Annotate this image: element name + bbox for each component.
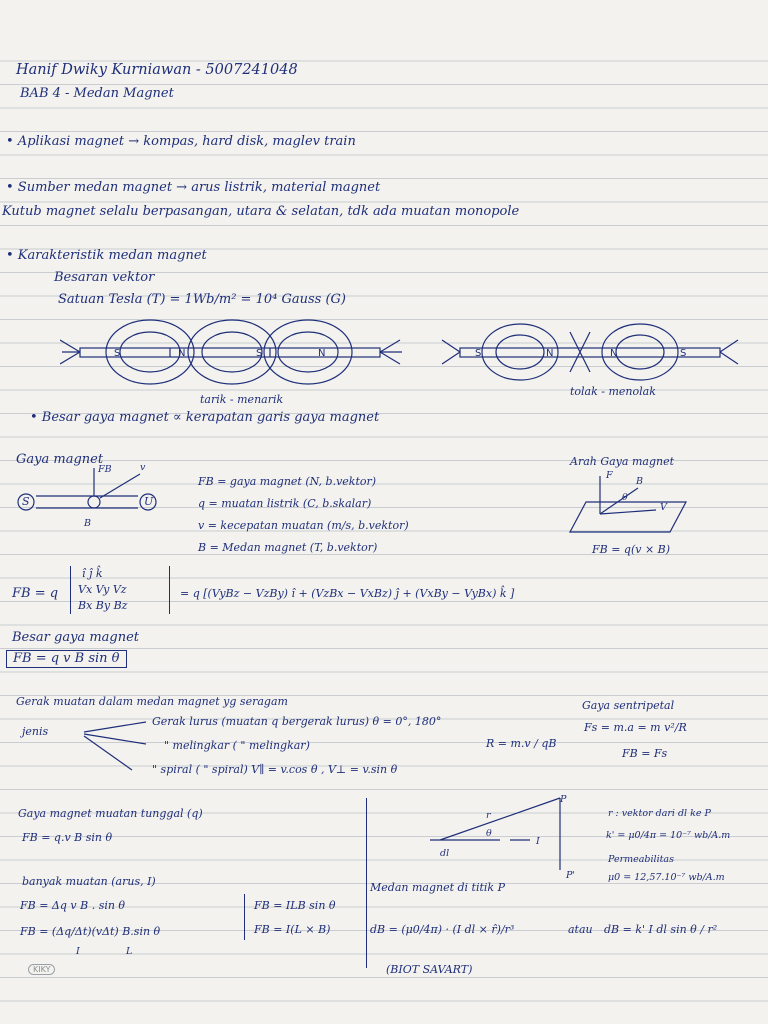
motion-circular: " melingkar ( " melingkar) bbox=[164, 739, 310, 752]
svg-text:S: S bbox=[680, 348, 687, 359]
current-label: I bbox=[536, 836, 540, 847]
vector-quantity-note: Besaran vektor bbox=[54, 270, 155, 285]
formula-divider bbox=[244, 894, 245, 940]
def-velocity: v = kecepatan muatan (m/s, b.vektor) bbox=[198, 519, 409, 532]
force-vector-label: FB bbox=[98, 464, 112, 475]
dl-label: dl bbox=[440, 848, 450, 859]
density-note: • Besar gaya magnet ∝ kerapatan garis gaya magnet bbox=[30, 410, 380, 425]
biot-savart-formula: dB = (μ0/4π) · (I dl × r̂)/r³ bbox=[370, 923, 515, 936]
r-definition: r : vektor dari dl ke P bbox=[608, 808, 711, 819]
force-equals-centripetal: FB = Fs bbox=[622, 747, 668, 760]
svg-text:N: N bbox=[318, 348, 326, 359]
motion-straight: Gerak lurus (muatan q bergerak lurus) θ = 0°, 180° bbox=[152, 715, 442, 728]
source-line: • Sumber medan magnet → arus listrik, material magnet bbox=[6, 180, 381, 195]
north-pole-label: U bbox=[144, 495, 154, 508]
permeability-value: μ0 = 12,57.10⁻⁷ wb/A.m bbox=[608, 872, 725, 883]
point-p-prime-label: P' bbox=[566, 870, 576, 881]
direction-b: B bbox=[636, 476, 643, 487]
determinant-lhs: FB = q bbox=[12, 586, 59, 601]
field-lines-sketch bbox=[60, 310, 740, 390]
k-definition: k' = μ0/4π = 10⁻⁷ wb/A.m bbox=[606, 830, 731, 841]
permeability-title: Permeabilitas bbox=[608, 854, 674, 865]
motion-spiral: " spiral ( " spiral) V∥ = v.cos θ , V⊥ = v.sin θ bbox=[152, 763, 398, 776]
r-vector-label: r bbox=[486, 810, 491, 821]
motion-branch-arrows bbox=[80, 716, 160, 776]
centripetal-title: Gaya sentripetal bbox=[582, 699, 675, 712]
determinant-row2: Vx Vy Vz bbox=[78, 583, 127, 596]
biot-savart-label: (BIOT SAVART) bbox=[386, 963, 473, 976]
south-pole-label: S bbox=[22, 495, 30, 508]
velocity-vector-label: v bbox=[140, 462, 146, 473]
tesla-unit-note: Satuan Tesla (T) = 1Wb/m² = 10⁴ Gauss (G) bbox=[58, 292, 346, 307]
svg-text:S: S bbox=[475, 348, 482, 359]
field-at-p-title: Medan magnet di titik P bbox=[370, 881, 505, 894]
svg-text:N: N bbox=[546, 348, 554, 359]
motion-radius: R = m.v / qB bbox=[486, 737, 557, 750]
wire-force-vector-formula: FB = I(L × B) bbox=[254, 923, 331, 936]
force-title: Gaya magnet bbox=[16, 452, 104, 467]
or-label: atau bbox=[568, 923, 593, 936]
attract-label: tarik - menarik bbox=[200, 393, 284, 406]
poles-line: Kutub magnet selalu berpasangan, utara & selatan, tdk ada muatan monopole bbox=[2, 204, 520, 219]
repel-label: tolak - menolak bbox=[570, 385, 656, 398]
single-charge-title: Gaya magnet muatan tunggal (q) bbox=[18, 807, 203, 820]
single-charge-formula: FB = q.v B sin θ bbox=[22, 831, 113, 844]
theta-label: θ bbox=[486, 828, 492, 839]
centripetal-formula: Fs = m.a = m v²/R bbox=[584, 721, 687, 734]
length-brace-label: L bbox=[126, 946, 133, 957]
field-vector-label: B bbox=[84, 518, 91, 529]
many-charges-title: banyak muatan (arus, I) bbox=[22, 875, 156, 888]
svg-text:S: S bbox=[256, 348, 263, 359]
magnitude-title: Besar gaya magnet bbox=[12, 630, 140, 645]
determinant-expansion: = q [(VyBz − VzBy) î + (VzBx − VxBz) ĵ + (VxBy − VyBx) k̂ ] bbox=[180, 587, 515, 600]
def-charge: q = muatan listrik (C, b.skalar) bbox=[198, 497, 372, 510]
determinant-row1: î ĵ k̂ bbox=[82, 567, 103, 580]
current-brace-label: I bbox=[76, 946, 80, 957]
characteristics-title: • Karakteristik medan magnet bbox=[6, 248, 207, 263]
svg-text:N: N bbox=[178, 348, 186, 359]
section-divider bbox=[366, 798, 367, 968]
biot-savart-scalar-formula: dB = k' I dl sin θ / r² bbox=[604, 923, 718, 936]
notebook-brand-stamp: KIKY bbox=[28, 964, 55, 975]
author-line: Hanif Dwiky Kurniawan - 5007241048 bbox=[16, 62, 298, 78]
direction-v: V bbox=[660, 502, 667, 513]
def-field: B = Medan magnet (T, b.vektor) bbox=[198, 541, 378, 554]
application-line: • Aplikasi magnet → kompas, hard disk, maglev train bbox=[6, 134, 356, 149]
svg-text:N: N bbox=[610, 348, 618, 359]
def-force: FB = gaya magnet (N, b.vektor) bbox=[198, 475, 377, 488]
chapter-title: BAB 4 - Medan Magnet bbox=[20, 86, 174, 101]
direction-formula: FB = q(v × B) bbox=[592, 543, 671, 556]
svg-text:S: S bbox=[114, 348, 121, 359]
wire-force-formula: FB = ILB sin θ bbox=[254, 899, 336, 912]
many-charges-formula-2: FB = (Δq/Δt)(vΔt) B.sin θ bbox=[20, 925, 161, 938]
direction-title: Arah Gaya magnet bbox=[570, 455, 675, 468]
direction-theta: θ bbox=[622, 492, 628, 503]
direction-f: F bbox=[606, 470, 613, 481]
many-charges-formula-1: FB = Δq v B . sin θ bbox=[20, 899, 126, 912]
point-p-label: P bbox=[560, 794, 567, 805]
motion-title: Gerak muatan dalam medan magnet yg seragam bbox=[16, 695, 288, 708]
magnitude-formula: FB = q v B sin θ bbox=[6, 650, 127, 668]
determinant-row3: Bx By Bz bbox=[78, 599, 128, 612]
motion-types-label: jenis bbox=[22, 725, 49, 738]
